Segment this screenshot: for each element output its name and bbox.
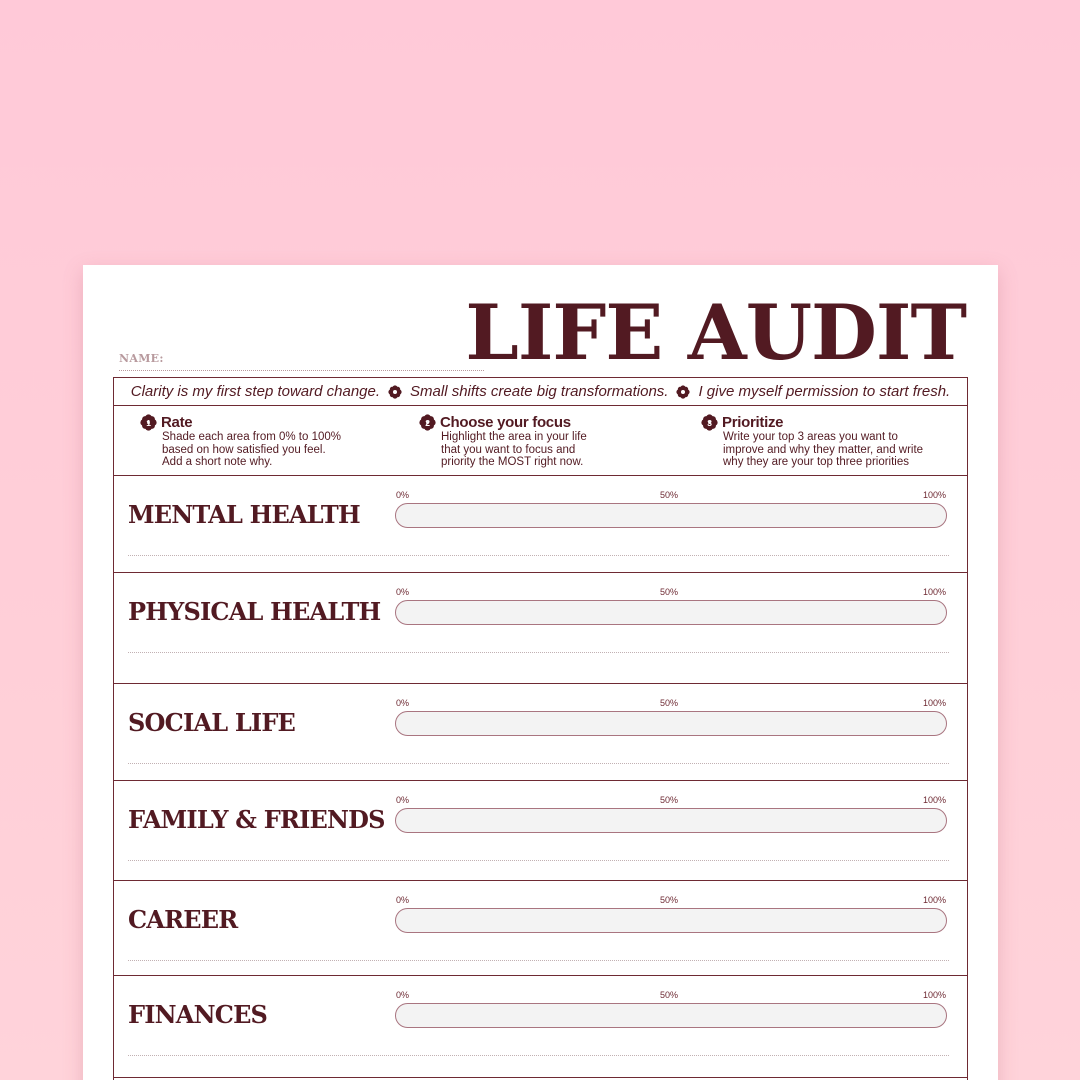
- flower-number-badge-icon: [419, 414, 436, 431]
- step-title: Prioritize: [722, 414, 784, 431]
- audit-frame: [113, 377, 968, 1080]
- scale-max: 100%: [922, 698, 946, 708]
- scale-mid: 50%: [660, 990, 679, 1000]
- area-row-physical-health: [114, 573, 967, 684]
- note-line[interactable]: [128, 652, 949, 653]
- scale-min: 0%: [396, 587, 410, 597]
- scale-max: 100%: [922, 587, 946, 597]
- scale-max: 100%: [922, 990, 946, 1000]
- step-title: Choose your focus: [440, 414, 571, 431]
- step-title: Rate: [161, 414, 193, 431]
- scale-mid: 50%: [660, 895, 679, 905]
- scale-mid: 50%: [660, 587, 679, 597]
- scale-max: 100%: [922, 895, 946, 905]
- satisfaction-bar[interactable]: [395, 503, 947, 528]
- flower-icon: [388, 385, 402, 399]
- scale-max: 100%: [922, 795, 946, 805]
- area-row-finances: [114, 976, 967, 1078]
- note-line[interactable]: [128, 860, 949, 861]
- step-choose-focus: [419, 414, 601, 469]
- svg-text:2: 2: [425, 417, 430, 428]
- area-row-career: [114, 881, 967, 976]
- flower-icon: [676, 385, 690, 399]
- step-description: Highlight the area in your life that you want to focus and priority the MOST right now.: [441, 431, 587, 468]
- scale-min: 0%: [396, 795, 410, 805]
- note-line[interactable]: [128, 960, 949, 961]
- name-field[interactable]: [119, 349, 484, 371]
- page-title: LIFE AUDIT: [465, 288, 966, 377]
- flower-number-badge-icon: [701, 414, 718, 431]
- scale-mid: 50%: [660, 795, 679, 805]
- affirmation-3: I give myself permission to start fresh.: [698, 383, 951, 400]
- affirmations-row: [114, 378, 967, 406]
- worksheet-page: [83, 265, 998, 1080]
- step-prioritize: [701, 414, 938, 469]
- scale-min: 0%: [396, 895, 410, 905]
- area-name: FINANCES: [128, 1000, 268, 1029]
- satisfaction-bar[interactable]: [395, 711, 947, 736]
- affirmation-2: Small shifts create big transformations.: [410, 383, 669, 400]
- step-description: Shade each area from 0% to 100% based on how satisfied you feel. Add a short note why.: [162, 431, 342, 468]
- step-rate: [140, 414, 347, 469]
- area-row-family-friends: [114, 781, 967, 881]
- area-name: SOCIAL LIFE: [128, 708, 296, 737]
- area-name: CAREER: [128, 905, 238, 934]
- note-line[interactable]: [128, 555, 949, 556]
- area-row-mental-health: [114, 476, 967, 573]
- area-name: FAMILY & FRIENDS: [128, 805, 385, 834]
- svg-text:1: 1: [146, 417, 151, 428]
- scale-max: 100%: [922, 490, 946, 500]
- satisfaction-bar[interactable]: [395, 808, 947, 833]
- scale-min: 0%: [396, 698, 410, 708]
- scale-mid: 50%: [660, 698, 679, 708]
- name-label: NAME:: [119, 352, 164, 365]
- area-name: MENTAL HEALTH: [128, 500, 360, 529]
- note-line[interactable]: [128, 1055, 949, 1056]
- scale-min: 0%: [396, 490, 410, 500]
- flower-number-badge-icon: [140, 414, 157, 431]
- satisfaction-bar[interactable]: [395, 908, 947, 933]
- scale-mid: 50%: [660, 490, 679, 500]
- area-name: PHYSICAL HEALTH: [128, 597, 381, 626]
- instructions-row: [114, 406, 967, 476]
- note-line[interactable]: [128, 763, 949, 764]
- area-row-social-life: [114, 684, 967, 781]
- step-description: Write your top 3 areas you want to improve and why they matter, and write why they are your top three priorities: [723, 431, 924, 468]
- satisfaction-bar[interactable]: [395, 1003, 947, 1028]
- satisfaction-bar[interactable]: [395, 600, 947, 625]
- svg-text:3: 3: [707, 417, 712, 428]
- affirmation-1: Clarity is my first step toward change.: [130, 383, 381, 400]
- scale-min: 0%: [396, 990, 410, 1000]
